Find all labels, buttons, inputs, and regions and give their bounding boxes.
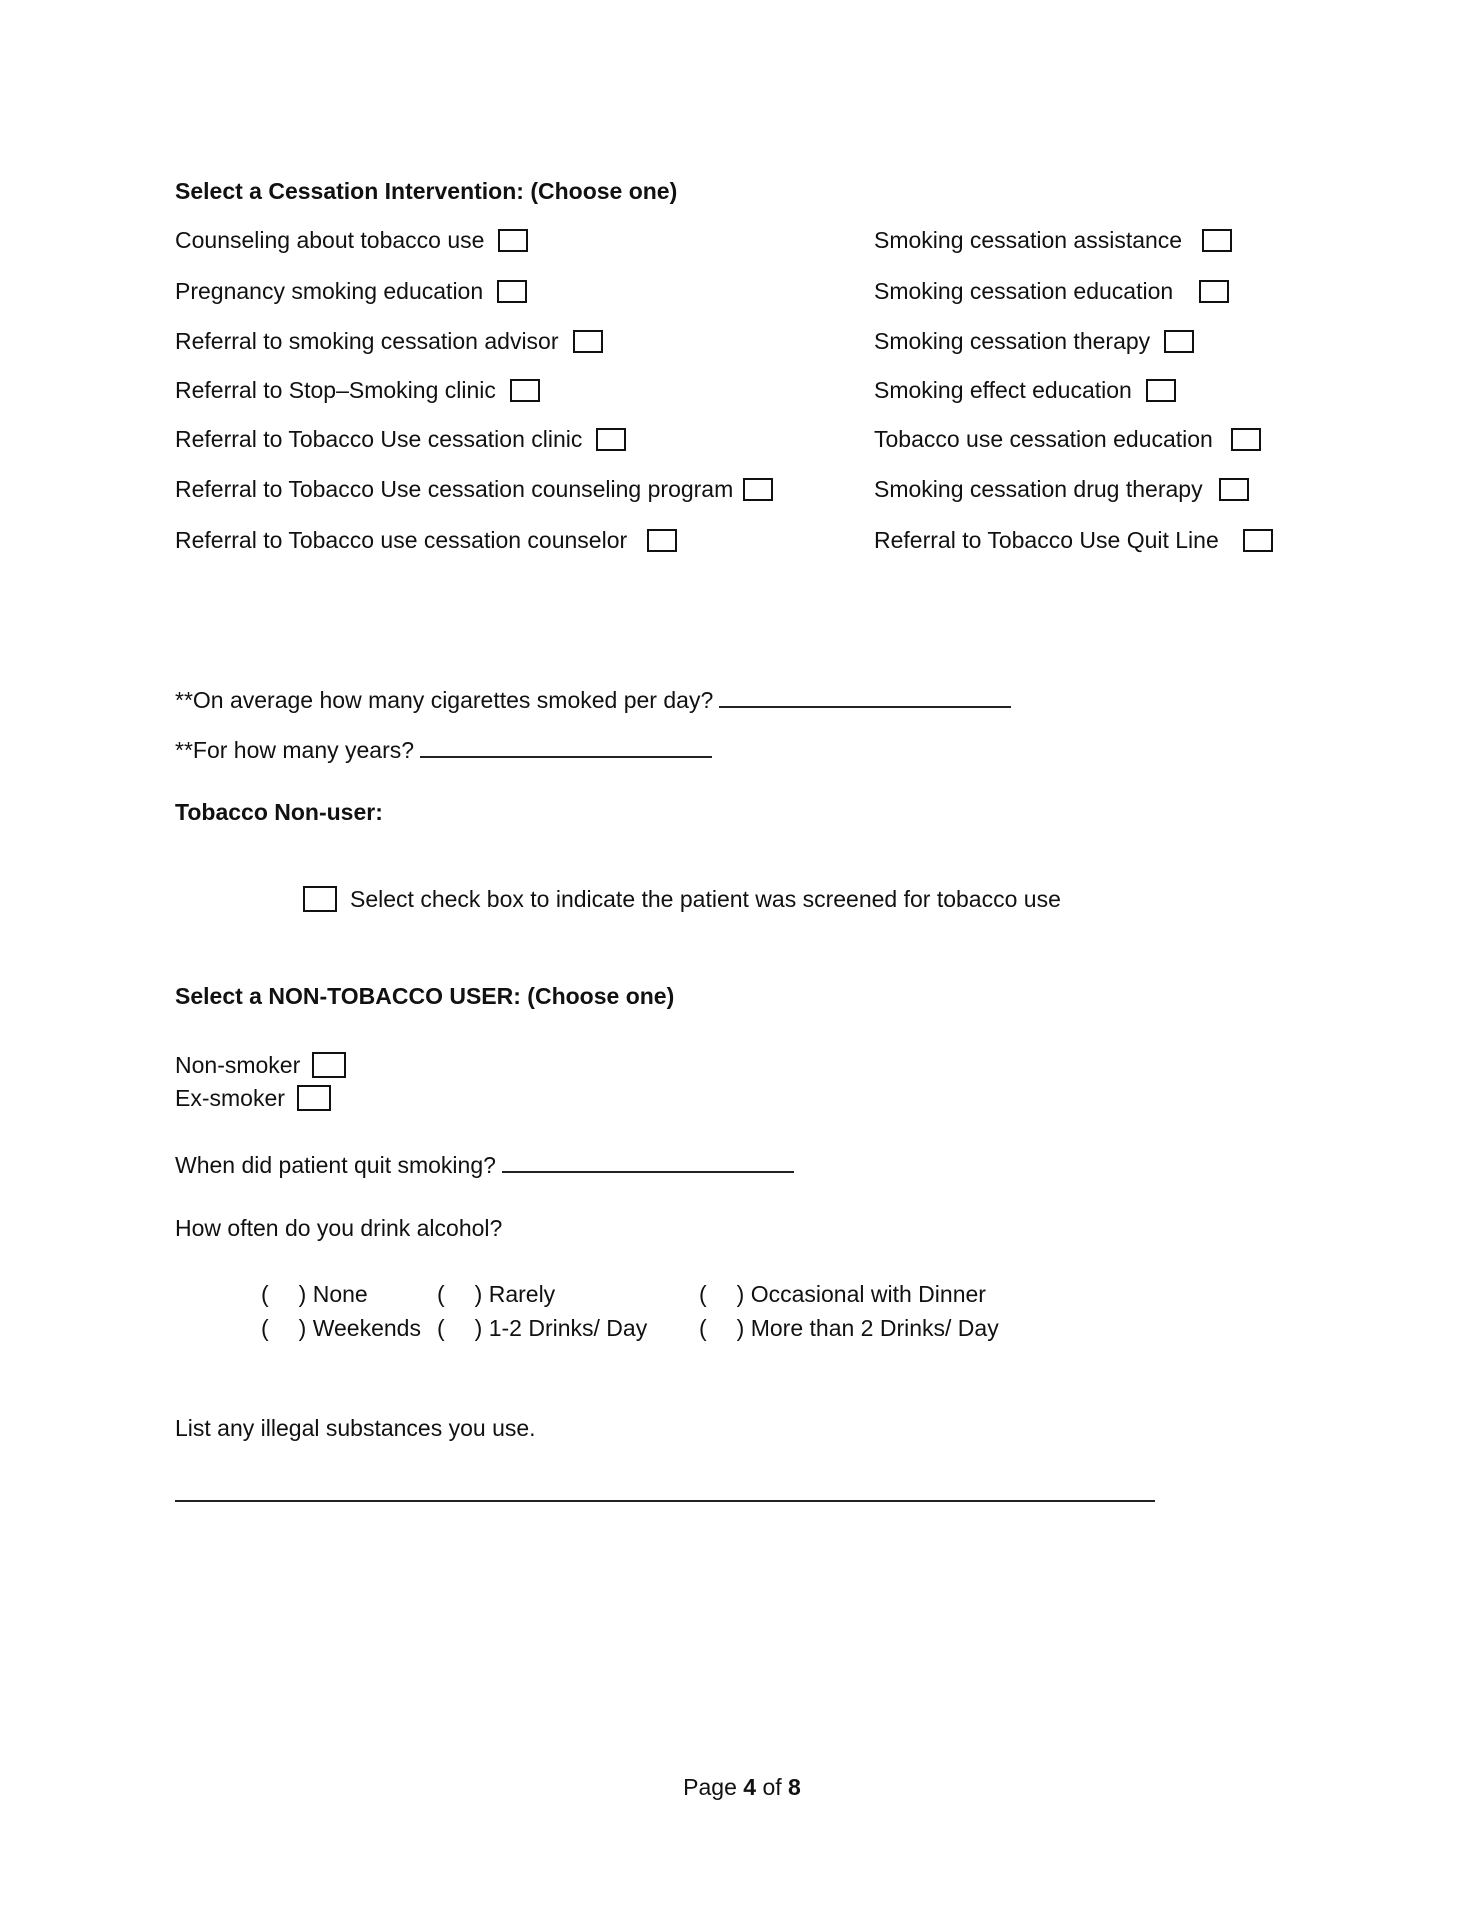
option-label: ) Rarely: [474, 1281, 556, 1307]
option-label: ) 1-2 Drinks/ Day: [474, 1315, 648, 1341]
page-footer: [0, 1776, 1484, 1799]
option-label: ) Occasional with Dinner: [736, 1281, 986, 1307]
ex-smoker-row: [175, 1083, 331, 1113]
option-label: Referral to Tobacco use cessation counselor: [175, 526, 628, 553]
non-tobacco-user-heading: Select a NON-TOBACCO USER: (Choose one): [175, 983, 675, 1009]
open-paren: (: [261, 1315, 269, 1341]
current-page: 4: [743, 1774, 757, 1800]
checkbox[interactable]: [498, 229, 528, 252]
option-label: Referral to Tobacco Use cessation clinic: [175, 425, 583, 452]
open-paren: (: [437, 1315, 445, 1341]
screened-checkbox[interactable]: [303, 886, 337, 912]
non-user-heading: Tobacco Non-user:: [175, 799, 383, 825]
option-label: Counseling about tobacco use: [175, 226, 485, 253]
checkbox[interactable]: [1231, 428, 1261, 451]
option-label: Ex-smoker: [175, 1084, 285, 1111]
substances-question: List any illegal substances you use.: [175, 1415, 536, 1441]
cessation-option-row: [175, 474, 773, 504]
cessation-option-row: [874, 424, 1261, 454]
page-word: Page: [683, 1774, 737, 1800]
cessation-heading: Select a Cessation Intervention: (Choose one): [175, 178, 678, 204]
alcohol-option-weekends[interactable]: [261, 1317, 421, 1340]
option-label: Smoking cessation education: [874, 277, 1174, 304]
option-label: Smoking cessation therapy: [874, 327, 1151, 354]
screened-label: Select check box to indicate the patient was screened for tobacco use: [350, 885, 1061, 912]
option-label: Tobacco use cessation education: [874, 425, 1213, 452]
option-label: Non-smoker: [175, 1051, 301, 1078]
ex-smoker-checkbox[interactable]: [297, 1085, 331, 1111]
question-label: **On average how many cigarettes smoked per day?: [175, 687, 714, 713]
checkbox[interactable]: [1202, 229, 1232, 252]
cessation-option-row: [874, 326, 1194, 356]
option-label: ) More than 2 Drinks/ Day: [736, 1315, 999, 1341]
cigarettes-per-day-question: [175, 686, 1011, 712]
option-label: Referral to Stop–Smoking clinic: [175, 376, 496, 403]
alcohol-option-1-2-drinks[interactable]: [437, 1317, 647, 1340]
cessation-option-row: [874, 276, 1229, 306]
checkbox[interactable]: [1219, 478, 1249, 501]
open-paren: (: [437, 1281, 445, 1307]
checkbox[interactable]: [743, 478, 773, 501]
alcohol-option-occasional[interactable]: [699, 1283, 986, 1306]
of-word: of: [762, 1774, 782, 1800]
option-label: Referral to smoking cessation advisor: [175, 327, 559, 354]
alcohol-option-more-than-2[interactable]: [699, 1317, 999, 1340]
option-label: ) Weekends: [298, 1315, 421, 1341]
checkbox[interactable]: [1164, 330, 1194, 353]
cessation-option-row: [175, 326, 603, 356]
option-label: Smoking cessation drug therapy: [874, 475, 1203, 502]
cessation-option-row: [175, 375, 540, 405]
cigarettes-per-day-field[interactable]: [719, 686, 1011, 708]
cessation-option-row: [175, 525, 677, 555]
cessation-option-row: [874, 375, 1176, 405]
open-paren: (: [261, 1281, 269, 1307]
screened-row: [303, 884, 1061, 914]
checkbox[interactable]: [1199, 280, 1229, 303]
years-field[interactable]: [420, 736, 712, 758]
checkbox[interactable]: [596, 428, 626, 451]
option-label: Smoking effect education: [874, 376, 1132, 403]
cessation-option-row: [175, 276, 527, 306]
substances-field[interactable]: [175, 1500, 1155, 1502]
option-label: Referral to Tobacco Use Quit Line: [874, 526, 1219, 553]
cessation-option-row: [874, 225, 1232, 255]
checkbox[interactable]: [573, 330, 603, 353]
alcohol-option-none[interactable]: [261, 1283, 368, 1306]
non-smoker-checkbox[interactable]: [312, 1052, 346, 1078]
quit-smoking-field[interactable]: [502, 1151, 794, 1173]
checkbox[interactable]: [497, 280, 527, 303]
quit-smoking-question: [175, 1151, 794, 1177]
option-label: Smoking cessation assistance: [874, 226, 1183, 253]
option-label: ) None: [298, 1281, 368, 1307]
total-pages: 8: [788, 1774, 801, 1800]
checkbox[interactable]: [647, 529, 677, 552]
question-label: When did patient quit smoking?: [175, 1152, 496, 1178]
checkbox[interactable]: [1243, 529, 1273, 552]
checkbox[interactable]: [1146, 379, 1176, 402]
alcohol-question: How often do you drink alcohol?: [175, 1215, 503, 1241]
non-smoker-row: [175, 1050, 346, 1080]
option-label: Referral to Tobacco Use cessation counseling program: [175, 475, 734, 502]
open-paren: (: [699, 1281, 707, 1307]
checkbox[interactable]: [510, 379, 540, 402]
years-question: [175, 736, 712, 762]
cessation-option-row: [874, 474, 1249, 504]
cessation-option-row: [175, 424, 626, 454]
cessation-option-row: [874, 525, 1273, 555]
alcohol-option-rarely[interactable]: [437, 1283, 555, 1306]
question-label: **For how many years?: [175, 737, 415, 763]
open-paren: (: [699, 1315, 707, 1341]
cessation-option-row: [175, 225, 528, 255]
option-label: Pregnancy smoking education: [175, 277, 484, 304]
